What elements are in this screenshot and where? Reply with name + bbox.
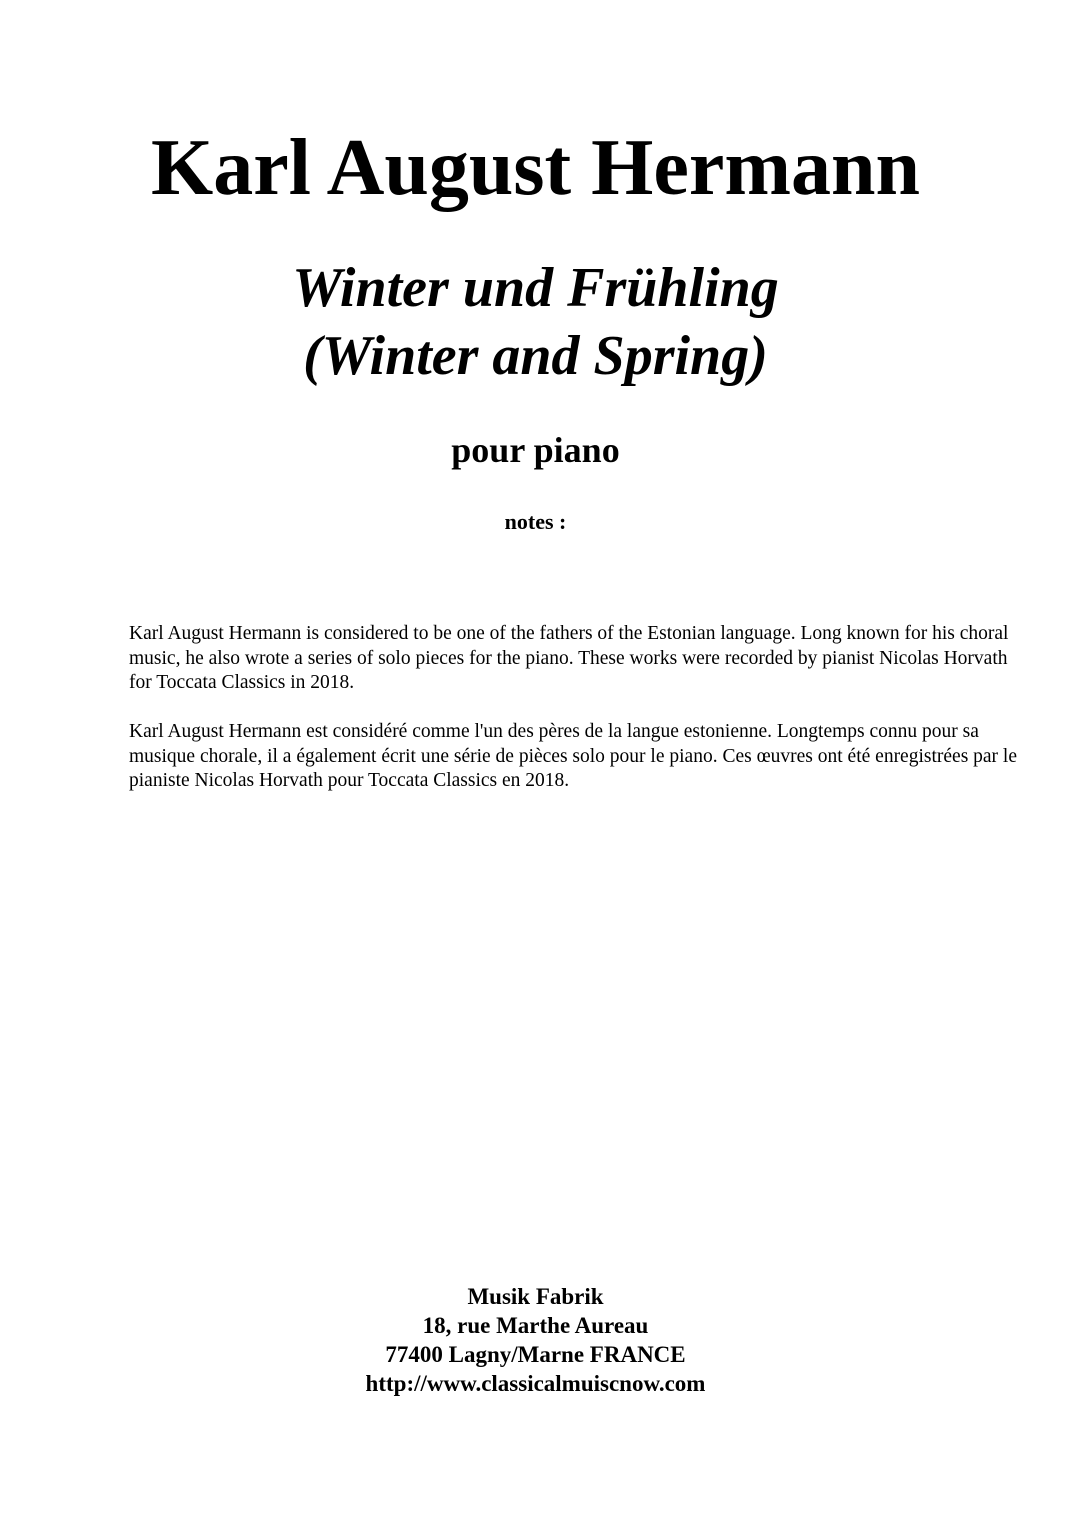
publisher-name: Musik Fabrik (467, 1284, 604, 1309)
composer-name: Karl August Hermann (151, 124, 920, 212)
notes-paragraph-french: Karl August Hermann est considéré comme l'un des pères de la langue estonienne. Longtemps connu pour sa musique chorale, il a également écrit une série de pièces solo pour le piano. Ces œuvres ont été enregistrées par le pianiste Nicolas Horvath pour Toccata Classics en 2018. (129, 721, 1018, 791)
work-title-german: Winter und Frühling (292, 257, 779, 319)
work-title-english: (Winter and Spring) (303, 325, 768, 387)
instrumentation: pour piano (451, 430, 620, 470)
work-title (0, 254, 1071, 390)
notes-paragraph-english: Karl August Hermann is considered to be one of the fathers of the Estonian language. Long known for his choral music, he also wrote a series of solo pieces for the piano. These works were recorded by pianist Nicolas Horvath for Toccata Classics in 2018. (129, 623, 1009, 693)
publisher-street: 18, rue Marthe Aureau (422, 1313, 649, 1338)
notes-label: notes : (504, 509, 567, 534)
publisher-website: http://www.classicalmuiscnow.com (365, 1371, 706, 1396)
publisher-block (0, 1282, 1071, 1398)
publisher-city: 77400 Lagny/Marne FRANCE (385, 1342, 686, 1367)
notes-body (129, 622, 1029, 818)
